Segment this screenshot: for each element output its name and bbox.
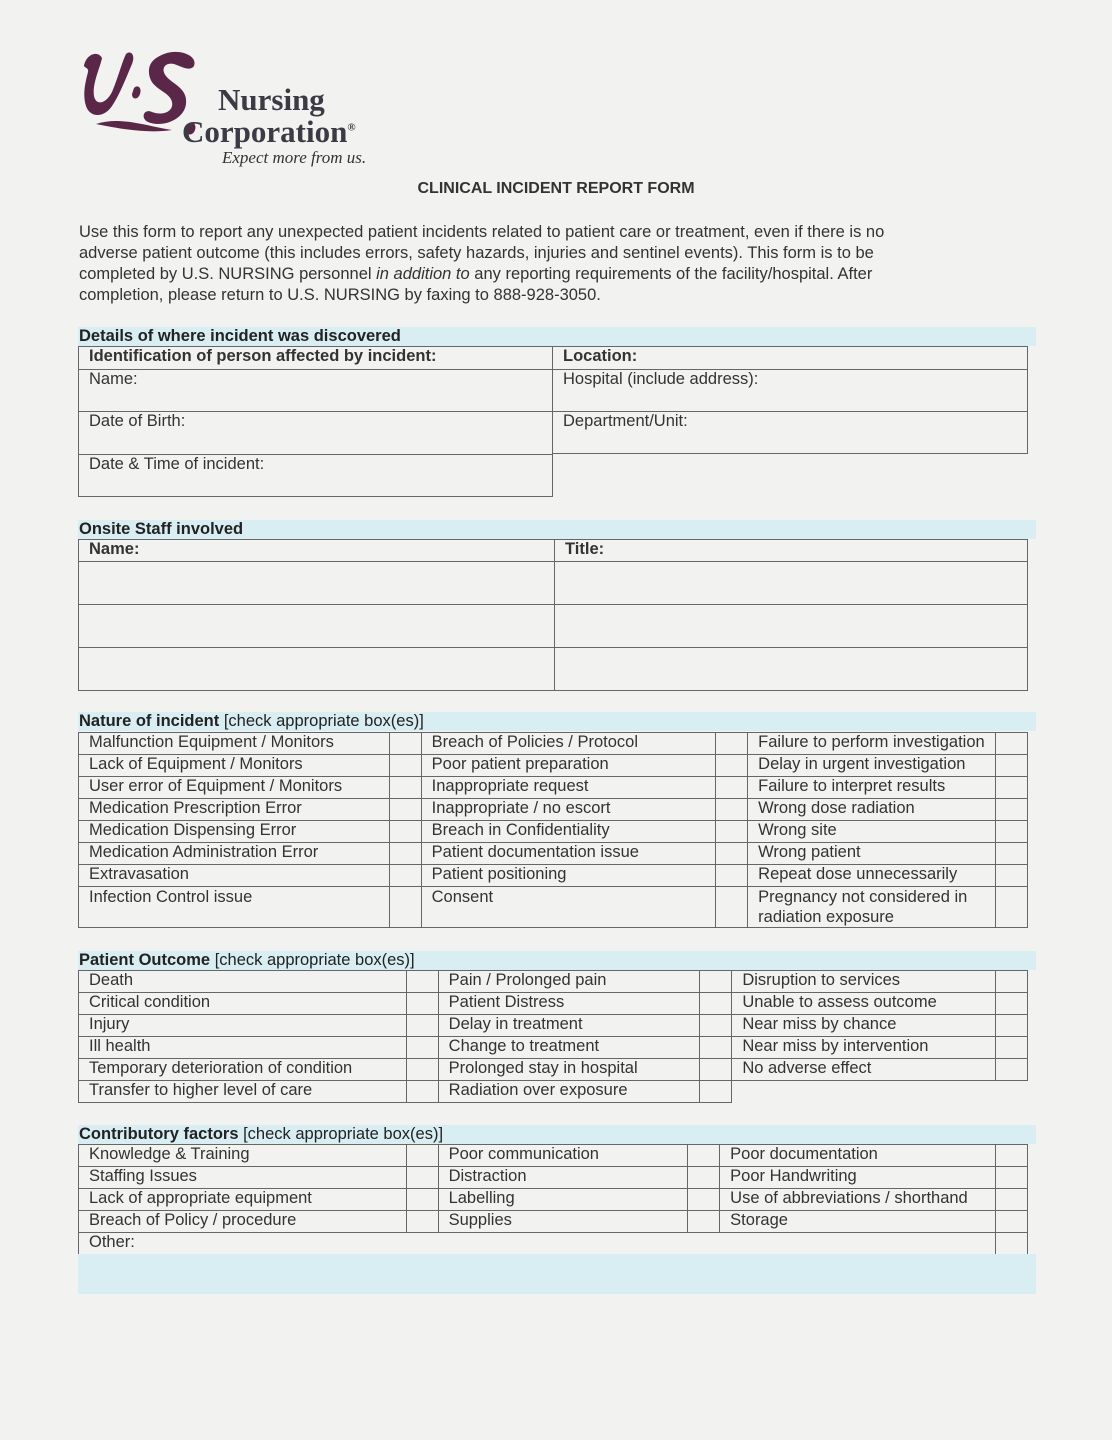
checkbox[interactable]: [389, 799, 421, 821]
checkbox[interactable]: [406, 1059, 438, 1081]
checkbox[interactable]: [406, 1015, 438, 1037]
checklist-label: Failure to interpret results: [748, 777, 996, 799]
checklist-label: Temporary deterioration of condition: [79, 1059, 407, 1081]
checklist-label: Ill health: [79, 1037, 407, 1059]
checklist-label: Breach of Policy / procedure: [79, 1211, 407, 1233]
staff-name-cell[interactable]: [79, 562, 555, 605]
nature-heading: Nature of incident [check appropriate box(es)]: [79, 712, 424, 730]
checkbox[interactable]: [406, 993, 438, 1015]
checklist-row: [79, 1211, 1028, 1233]
staff-title-cell[interactable]: [555, 605, 1028, 648]
checklist-label: Infection Control issue: [79, 887, 390, 928]
checkbox[interactable]: [996, 865, 1028, 887]
person-affected-box: [78, 346, 553, 497]
checklist-label: Injury: [79, 1015, 407, 1037]
checklist-row: [79, 1015, 1028, 1037]
outcome-table: [78, 970, 1028, 1103]
checklist-label: Near miss by chance: [732, 1015, 996, 1037]
other-field[interactable]: Other:: [79, 1233, 996, 1255]
checkbox[interactable]: [996, 887, 1028, 928]
checkbox[interactable]: [406, 1211, 438, 1233]
checklist-label: Staffing Issues: [79, 1167, 407, 1189]
checklist-label: Prolonged stay in hospital: [438, 1059, 700, 1081]
checklist-label: Storage: [720, 1211, 996, 1233]
location-box: [552, 346, 1028, 454]
checkbox[interactable]: [688, 1145, 720, 1167]
checkbox[interactable]: [996, 1059, 1028, 1081]
checklist-label: Medication Administration Error: [79, 843, 390, 865]
checkbox[interactable]: [996, 733, 1028, 755]
checkbox[interactable]: [716, 843, 748, 865]
checkbox[interactable]: [716, 821, 748, 843]
checklist-label: Delay in treatment: [438, 1015, 700, 1037]
checklist-label: Knowledge & Training: [79, 1145, 407, 1167]
checkbox[interactable]: [700, 1081, 732, 1103]
staff-heading: Onsite Staff involved: [79, 520, 244, 538]
checkbox[interactable]: [700, 971, 732, 993]
checklist-label: Pain / Prolonged pain: [438, 971, 700, 993]
nature-table: [78, 732, 1028, 928]
checkbox[interactable]: [996, 1167, 1028, 1189]
checklist-row: [79, 1145, 1028, 1167]
form-title: CLINICAL INCIDENT REPORT FORM: [417, 180, 695, 197]
checkbox[interactable]: [688, 1167, 720, 1189]
logo-nursing-text: Nursing: [218, 82, 325, 117]
other-row: [79, 1233, 1028, 1255]
checklist-label: Medication Dispensing Error: [79, 821, 390, 843]
checklist-label: User error of Equipment / Monitors: [79, 777, 390, 799]
checklist-label: Labelling: [438, 1189, 688, 1211]
checkbox[interactable]: [700, 1059, 732, 1081]
logo-tagline: Expect more from us.: [222, 148, 367, 167]
checkbox[interactable]: [996, 1233, 1028, 1255]
checklist-label: Radiation over exposure: [438, 1081, 700, 1103]
checkbox[interactable]: [716, 733, 748, 755]
checklist-label: Lack of appropriate equipment: [79, 1189, 407, 1211]
checklist-label: Distraction: [438, 1167, 688, 1189]
checklist-label: Critical condition: [79, 993, 407, 1015]
checklist-label: Repeat dose unnecessarily: [748, 865, 996, 887]
factors-heading: Contributory factors [check appropriate box(es)]: [79, 1125, 444, 1143]
checkbox[interactable]: [406, 1145, 438, 1167]
checklist-label: Inappropriate / no escort: [421, 799, 716, 821]
person-affected-header: Identification of person affected by incident:: [79, 347, 552, 370]
checklist-label: Poor patient preparation: [421, 755, 716, 777]
checklist-label: Wrong site: [748, 821, 996, 843]
checkbox[interactable]: [389, 843, 421, 865]
checklist-label: [732, 1081, 996, 1103]
factors-table: [78, 1144, 1028, 1255]
checklist-label: Medication Prescription Error: [79, 799, 390, 821]
checkbox[interactable]: [406, 1189, 438, 1211]
intro-paragraph: Use this form to report any unexpected patient incidents related to patient care or treatment, even if there is no adverse patient outcome (this includes errors, safety hazards, injuries and sentinel events). This form is to be completed by U.S. NURSING personnel in addition to any reporting requirements of the facility/hospital. After completion, please return to U.S. NURSING by faxing to 888-928-3050.: [79, 223, 885, 304]
footer-band: [78, 1254, 1036, 1294]
checklist-label: Wrong dose radiation: [748, 799, 996, 821]
checkbox[interactable]: [996, 971, 1028, 993]
checklist-label: Change to treatment: [438, 1037, 700, 1059]
staff-title-header: Title:: [555, 540, 1028, 562]
checklist-label: Extravasation: [79, 865, 390, 887]
checkbox[interactable]: [700, 993, 732, 1015]
checkbox[interactable]: [996, 777, 1028, 799]
checkbox[interactable]: [996, 1015, 1028, 1037]
checkbox[interactable]: [700, 1037, 732, 1059]
checklist-label: Patient Distress: [438, 993, 700, 1015]
checkbox[interactable]: [996, 1145, 1028, 1167]
checkbox[interactable]: [389, 887, 421, 928]
checklist-label: Failure to perform investigation: [748, 733, 996, 755]
checklist-row: [79, 733, 1028, 755]
staff-title-cell[interactable]: [555, 562, 1028, 605]
checklist-label: Patient documentation issue: [421, 843, 716, 865]
checkbox[interactable]: [996, 1189, 1028, 1211]
checklist-label: Consent: [421, 887, 716, 928]
date-time-incident-field[interactable]: Date & Time of incident:: [89, 455, 265, 473]
location-header: Location:: [553, 347, 1027, 370]
checklist-row: [79, 1167, 1028, 1189]
staff-title-cell[interactable]: [555, 648, 1028, 691]
checkbox[interactable]: [688, 1211, 720, 1233]
checklist-label: Transfer to higher level of care: [79, 1081, 407, 1103]
details-heading: Details of where incident was discovered: [79, 327, 401, 345]
checklist-label: Pregnancy not considered in radiation exposure: [748, 887, 996, 928]
checkbox[interactable]: [716, 799, 748, 821]
checklist-label: Unable to assess outcome: [732, 993, 996, 1015]
checklist-row: [79, 993, 1028, 1015]
checkbox[interactable]: [700, 1015, 732, 1037]
checklist-row: [79, 1037, 1028, 1059]
checklist-label: No adverse effect: [732, 1059, 996, 1081]
staff-table: [78, 539, 1028, 691]
checklist-row: [79, 843, 1028, 865]
checklist-row: [79, 755, 1028, 777]
checklist-row: [79, 865, 1028, 887]
checkbox[interactable]: [688, 1189, 720, 1211]
checklist-label: Poor Handwriting: [720, 1167, 996, 1189]
checkbox[interactable]: [389, 755, 421, 777]
checklist-row: [79, 887, 1028, 928]
checklist-row: [79, 1081, 1028, 1103]
checklist-label: Malfunction Equipment / Monitors: [79, 733, 390, 755]
department-field[interactable]: Department/Unit:: [563, 412, 688, 430]
checkbox[interactable]: [716, 887, 748, 928]
checkbox[interactable]: [996, 755, 1028, 777]
checklist-label: Near miss by intervention: [732, 1037, 996, 1059]
checklist-label: Breach in Confidentiality: [421, 821, 716, 843]
checklist-label: Breach of Policies / Protocol: [421, 733, 716, 755]
checklist-label: Death: [79, 971, 407, 993]
checklist-row: [79, 799, 1028, 821]
checklist-label: Poor documentation: [720, 1145, 996, 1167]
checkbox[interactable]: [716, 777, 748, 799]
outcome-heading: Patient Outcome [check appropriate box(es)]: [79, 951, 415, 969]
checkbox[interactable]: [996, 1081, 1028, 1103]
date-of-birth-field[interactable]: Date of Birth:: [79, 412, 552, 455]
staff-name-cell[interactable]: [79, 605, 555, 648]
checkbox[interactable]: [996, 799, 1028, 821]
checklist-label: Use of abbreviations / shorthand: [720, 1189, 996, 1211]
checklist-label: Inappropriate request: [421, 777, 716, 799]
checkbox[interactable]: [406, 1167, 438, 1189]
checkbox[interactable]: [996, 1211, 1028, 1233]
checkbox[interactable]: [716, 865, 748, 887]
checkbox[interactable]: [389, 865, 421, 887]
checklist-label: Patient positioning: [421, 865, 716, 887]
logo-corporation-text: Corporation®: [182, 114, 356, 149]
checklist-row: [79, 1059, 1028, 1081]
checklist-label: Lack of Equipment / Monitors: [79, 755, 390, 777]
checkbox[interactable]: [716, 755, 748, 777]
staff-name-cell[interactable]: [79, 648, 555, 691]
checkbox[interactable]: [406, 1037, 438, 1059]
checklist-label: Delay in urgent investigation: [748, 755, 996, 777]
checklist-label: Poor communication: [438, 1145, 688, 1167]
checklist-label: Disruption to services: [732, 971, 996, 993]
checkbox[interactable]: [389, 733, 421, 755]
checkbox[interactable]: [996, 1037, 1028, 1059]
checkbox[interactable]: [389, 821, 421, 843]
checklist-label: Supplies: [438, 1211, 688, 1233]
name-field[interactable]: Name:: [79, 370, 552, 412]
checkbox[interactable]: [406, 971, 438, 993]
checkbox[interactable]: [996, 993, 1028, 1015]
hospital-field[interactable]: Hospital (include address):: [553, 370, 1027, 412]
checklist-row: [79, 777, 1028, 799]
checklist-label: Wrong patient: [748, 843, 996, 865]
checklist-row: [79, 1189, 1028, 1211]
staff-name-header: Name:: [79, 540, 555, 562]
checklist-row: [79, 971, 1028, 993]
checkbox[interactable]: [406, 1081, 438, 1103]
checkbox[interactable]: [389, 777, 421, 799]
checklist-row: [79, 821, 1028, 843]
checkbox[interactable]: [996, 843, 1028, 865]
checkbox[interactable]: [996, 821, 1028, 843]
